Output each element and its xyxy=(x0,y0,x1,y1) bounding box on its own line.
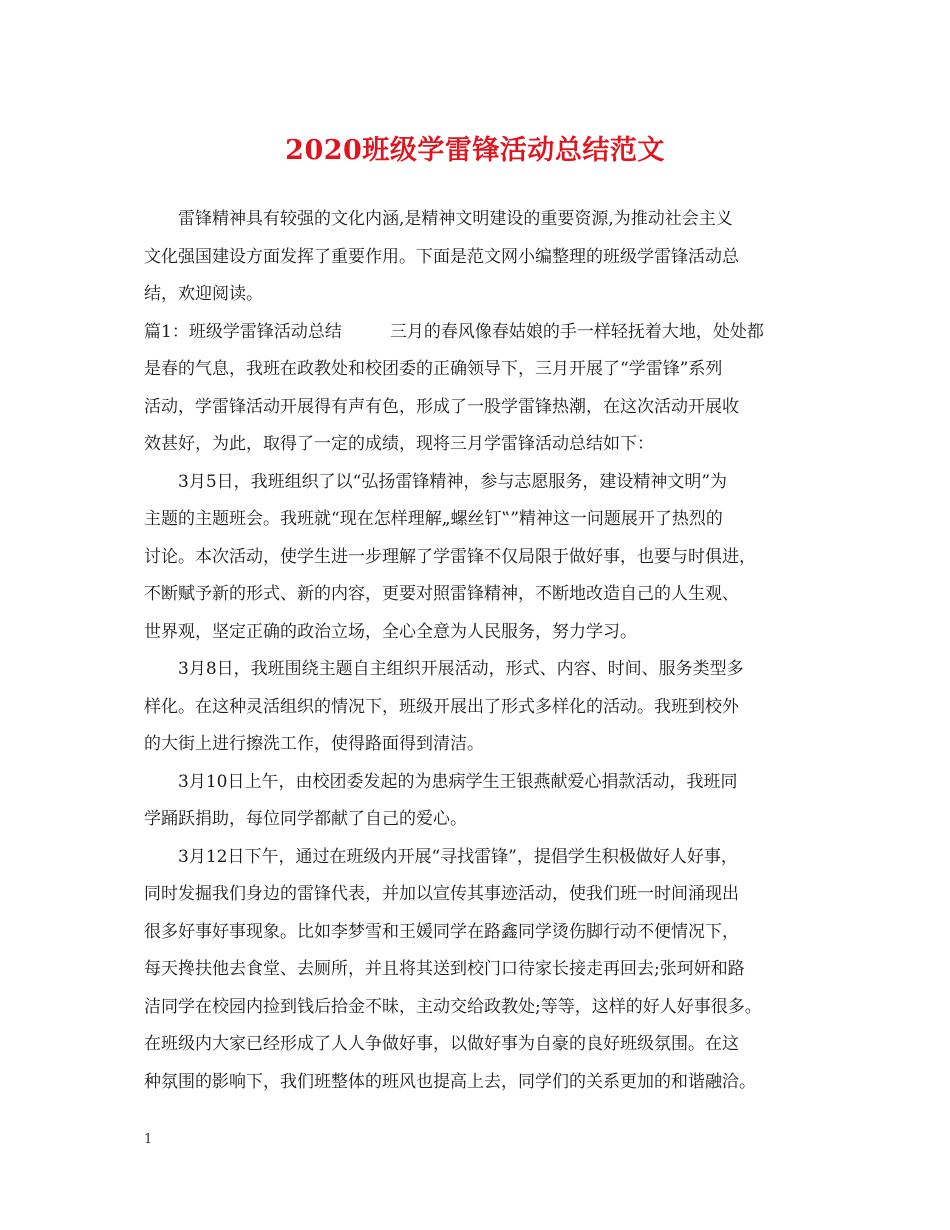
paragraph-line: 主题的主题班会。我班就“现在怎样理解„螺丝钉‟”精神这一问题展开了热烈的 xyxy=(144,509,723,529)
paragraph-line: 结，欢迎阅读。 xyxy=(144,284,263,304)
paragraph-line: 种氛围的影响下，我们班整体的班风也提高上去，同学们的关系更加的和谐融洽。 xyxy=(144,1071,756,1092)
paragraph-intro xyxy=(144,201,824,314)
paragraph-line: 的大街上进行擦洗工作，使得路面得到清洁。 xyxy=(144,734,484,754)
paragraph-line: 很多好事好事现象。比如李梦雪和王媛同学在路鑫同学烫伤脚行动不便情况下， xyxy=(144,921,739,942)
paragraph-text: 三月的春风像春姑娘的手一样轻抚着大地，处处都 xyxy=(389,321,764,342)
paragraph-line: 3月12日下午，通过在班级内开展“寻找雷锋”，提倡学生积极做好人好事， xyxy=(178,846,738,867)
paragraph-line: 是春的气息，我班在政教处和校团委的正确领导下，三月开展了“学雷锋”系列 xyxy=(144,359,723,379)
paragraph-line: 学踊跃捐助，每位同学都献了自己的爱心。 xyxy=(144,809,467,829)
paragraph-line: 雷锋精神具有较强的文化内涵,是精神文明建设的重要资源,为推动社会主义 xyxy=(178,209,733,229)
paragraph-line: 同时发掘我们身边的雷锋代表，并加以宣传其事迹活动，使我们班一时间涌现出 xyxy=(144,884,739,904)
paragraph-line: 效甚好，为此，取得了一定的成绩，现将三月学雷锋活动总结如下： xyxy=(144,434,654,454)
paragraph-line: 每天搀扶他去食堂、去厕所，并且将其送到校门口待家长接走再回去;张珂妍和路 xyxy=(144,959,745,979)
paragraph-line: 样化。在这种灵活组织的情况下，班级开展出了形式多样化的活动。我班到校外 xyxy=(144,696,739,717)
paragraph-line: 活动，学雷锋活动开展得有声有色，形成了一股学雷锋热潮，在这次活动开展收 xyxy=(144,396,739,417)
document-body xyxy=(144,201,824,1101)
paragraph-line: 洁同学在校园内捡到钱后拾金不昧，主动交给政教处;等等，这样的好人好事很多。 xyxy=(144,996,762,1017)
paragraph-line: 世界观，坚定正确的政治立场，全心全意为人民服务，努力学习。 xyxy=(144,621,637,642)
paragraph-section-1 xyxy=(144,314,824,464)
document-title: 2020班级学雷锋活动总结范文 xyxy=(285,135,665,166)
paragraph-line: 在班级内大家已经形成了人人争做好事，以做好事为自豪的良好班级氛围。在这 xyxy=(144,1034,739,1054)
paragraph-line: 文化强国建设方面发挥了重要作用。下面是范文网小编整理的班级学雷锋活动总 xyxy=(144,246,739,267)
page-number: 1 xyxy=(144,1132,153,1147)
paragraph-line-with-heading xyxy=(144,314,824,352)
section-heading: 篇1：班级学雷锋活动总结 xyxy=(144,321,342,342)
paragraph-march-12 xyxy=(144,839,824,1102)
paragraph-march-10 xyxy=(144,764,824,839)
paragraph-line: 讨论。本次活动，使学生进一步理解了学雷锋不仅局限于做好事，也要与时俱进， xyxy=(144,546,756,567)
paragraph-line: 3月5日，我班组织了以“弘扬雷锋精神，参与志愿服务，建设精神文明”为 xyxy=(178,471,728,492)
paragraph-line: 3月8日，我班围绕主题自主组织开展活动，形式、内容、时间、服务类型多 xyxy=(178,659,744,679)
paragraph-line: 不断赋予新的形式、新的内容，更要对照雷锋精神，不断地改造自己的人生观、 xyxy=(144,584,739,604)
paragraph-march-8 xyxy=(144,651,824,764)
paragraph-line: 3月10日上午，由校团委发起的为患病学生王银燕献爱心捐款活动，我班同 xyxy=(178,771,738,792)
paragraph-march-5 xyxy=(144,464,824,652)
